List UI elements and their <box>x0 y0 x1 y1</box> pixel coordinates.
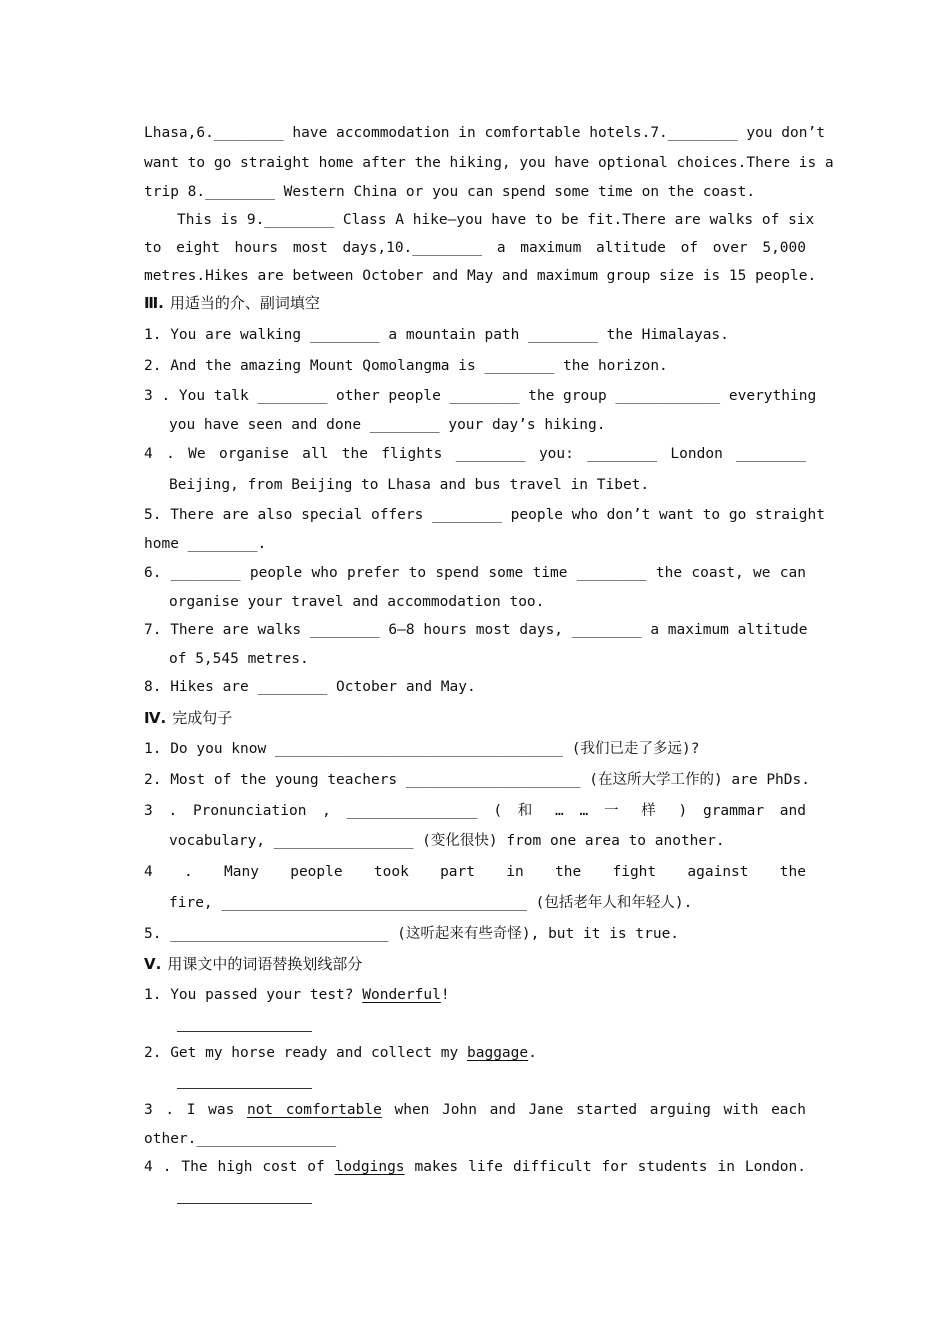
section-3-heading <box>144 293 806 313</box>
sec4-question-3b: vocabulary, ________________ (变化很快) from one area to another. <box>169 833 725 849</box>
sec3-question-1: 1. You are walking ________ a mountain path ________ the Himalayas. <box>144 327 729 343</box>
sec5-q4-end: makes life difficult for students in London. <box>404 1159 806 1175</box>
sec5-q3-end: when John and Jane started arguing with each <box>381 1102 806 1118</box>
section-5-heading <box>144 954 806 974</box>
sec5-q2-end: . <box>528 1045 537 1061</box>
sec5-q2-answer-line[interactable] <box>177 1087 312 1089</box>
sec3-question-8: 8. Hikes are ________ October and May. <box>144 679 476 695</box>
sec4-question-4b: fire, ___________________________________ (包括老年人和年轻人). <box>169 895 693 911</box>
sec4-question-3a: 3 . Pronunciation , _______________ ( 和 … … 一 样 ) grammar and <box>144 803 806 819</box>
sec5-q4-answer-line[interactable] <box>177 1202 312 1204</box>
section-5-number: Ⅴ. <box>144 955 162 973</box>
sec5-q3-text: 3 . I was <box>144 1102 247 1118</box>
passage-line-1: Lhasa,6.________ have accommodation in comfortable hotels.7.________ you don’t <box>144 125 825 141</box>
sec3-question-3a: 3 . You talk ________ other people ________ the group ____________ everything <box>144 388 817 404</box>
sec3-question-2: 2. And the amazing Mount Qomolangma is ________ the horizon. <box>144 358 668 374</box>
passage-line-5: to eight hours most days,10.________ a maximum altitude of over 5,000 <box>144 240 806 256</box>
sec5-q4-underlined: lodgings <box>334 1159 405 1175</box>
sec3-question-3b: you have seen and done ________ your day’s hiking. <box>169 417 606 433</box>
sec4-question-1: 1. Do you know _________________________________ (我们已走了多远)? <box>144 741 700 757</box>
section-4-number: Ⅳ. <box>144 709 167 727</box>
passage-line-4: This is 9.________ Class A hike—you have to be fit.There are walks of six <box>177 212 815 228</box>
sec5-question-4 <box>144 1157 806 1177</box>
sec5-q2-text: 2. Get my horse ready and collect my <box>144 1045 468 1061</box>
sec5-question-1 <box>144 985 806 1005</box>
sec5-question-2 <box>144 1043 806 1063</box>
sec5-q3-underlined: not comfortable <box>246 1102 382 1118</box>
sec4-question-4a: 4 . Many people took part in the fight against the <box>144 864 806 880</box>
sec5-q2-underlined: baggage <box>467 1045 529 1061</box>
sec3-question-6a: 6. ________ people who prefer to spend some time ________ the coast, we can <box>144 565 806 581</box>
section-3-number: Ⅲ. <box>144 294 164 312</box>
sec4-question-2: 2. Most of the young teachers ____________________ (在这所大学工作的) are PhDs. <box>144 772 810 788</box>
passage-line-2: want to go straight home after the hiking, you have optional choices.There is a <box>144 155 834 171</box>
sec5-question-3b: other.________________ <box>144 1131 337 1147</box>
section-4-title: 完成句子 <box>172 709 233 727</box>
sec5-q1-text: 1. You passed your test? <box>144 987 363 1003</box>
sec3-question-6b: organise your travel and accommodation too. <box>169 594 545 610</box>
section-5-title: 用课文中的词语替换划线部分 <box>167 955 363 973</box>
sec3-question-5a: 5. There are also special offers ________ people who don’t want to go straight <box>144 507 825 523</box>
sec5-q4-text: 4 . The high cost of <box>144 1159 335 1175</box>
passage-line-3: trip 8.________ Western China or you can spend some time on the coast. <box>144 184 756 200</box>
sec3-question-4b: Beijing, from Beijing to Lhasa and bus travel in Tibet. <box>169 477 650 493</box>
sec3-question-5b: home ________. <box>144 536 267 552</box>
section-4-heading <box>144 708 806 728</box>
sec4-question-5: 5. _________________________ (这听起来有些奇怪), but it is true. <box>144 926 680 942</box>
passage-line-6: metres.Hikes are between October and May and maximum group size is 15 people. <box>144 268 817 284</box>
sec3-question-4a: 4 . We organise all the flights ________ you: ________ London ________ <box>144 446 806 462</box>
sec3-question-7a: 7. There are walks ________ 6—8 hours most days, ________ a maximum altitude <box>144 622 808 638</box>
section-3-title: 用适当的介、副词填空 <box>169 294 320 312</box>
sec5-question-3a <box>144 1100 806 1120</box>
sec5-q1-end: ! <box>440 987 450 1003</box>
sec5-q1-underlined: Wonderful <box>362 987 441 1003</box>
sec3-question-7b: of 5,545 metres. <box>169 651 309 667</box>
sec5-q1-answer-line[interactable] <box>177 1030 312 1032</box>
